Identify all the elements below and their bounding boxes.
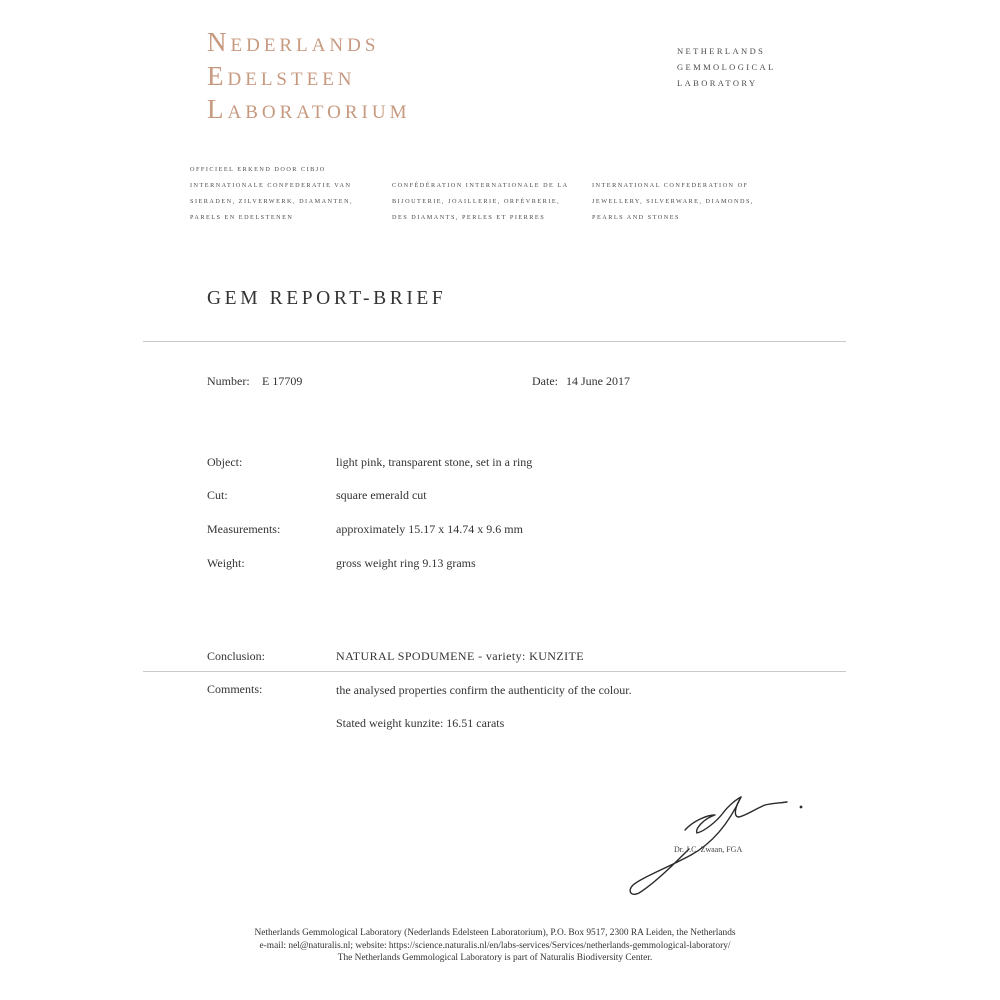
cibjo-nl-line-2: INTERNATIONALE CONFEDERATIE VAN — [190, 182, 352, 189]
cibjo-en-line-1: INTERNATIONAL CONFEDERATION OF — [592, 182, 749, 189]
comments-line-1: the analysed properties confirm the authenticity of the colour. — [336, 683, 632, 697]
cibjo-fr-line-1: CONFÉDÉRATION INTERNATIONALE DE LA — [392, 182, 569, 189]
conclusion-value: NATURAL SPODUMENE - variety: KUNZITE — [336, 649, 584, 663]
cibjo-dutch-block — [190, 162, 353, 226]
weight-label: Weight: — [207, 556, 245, 570]
measurements-label: Measurements: — [207, 522, 281, 536]
cut-value: square emerald cut — [336, 488, 427, 502]
conclusion-label: Conclusion: — [207, 649, 266, 663]
cibjo-nl-line-4: PARELS EN EDELSTENEN — [190, 214, 294, 221]
cibjo-nl-line-3: SIERADEN, ZILVERWERK, DIAMANTEN, — [190, 198, 354, 205]
date-value: 14 June 2017 — [566, 374, 630, 388]
report-title: GEM REPORT-BRIEF — [207, 288, 447, 309]
cibjo-french-block — [392, 178, 569, 226]
number-value: E 17709 — [262, 374, 303, 388]
lab-name-line-1: Nederlands — [207, 27, 380, 57]
object-value: light pink, transparent stone, set in a ring — [336, 455, 533, 469]
date-label: Date: — [532, 374, 558, 388]
cibjo-english-block — [592, 178, 754, 226]
lab-name-en-line-3: LABORATORY — [677, 78, 758, 88]
measurements-value: approximately 15.17 x 14.74 x 9.6 mm — [336, 522, 523, 536]
object-label: Object: — [207, 455, 243, 469]
comments-label: Comments: — [207, 682, 263, 696]
divider-top — [143, 341, 846, 342]
cibjo-en-line-3: PEARLS AND STONES — [592, 214, 680, 221]
cut-label: Cut: — [207, 488, 228, 502]
comments-line-2: Stated weight kunzite: 16.51 carats — [336, 716, 505, 730]
footer-line-3: The Netherlands Gemmological Laboratory is part of Naturalis Biodiversity Center. — [337, 953, 653, 963]
footer-line-1: Netherlands Gemmological Laboratory (Nederlands Edelsteen Laboratorium), P.O. Box 9517, 2300 RA Leiden, the Netherlands — [254, 928, 736, 938]
lab-name-nl — [207, 26, 411, 127]
lab-name-line-2: Edelsteen — [207, 60, 356, 91]
footer — [0, 927, 990, 965]
cibjo-nl-line-1: OFFICIEEL ERKEND DOOR CIBJO — [190, 166, 326, 173]
cibjo-fr-line-3: DES DIAMANTS, PERLES ET PIERRES — [392, 214, 546, 221]
cibjo-fr-line-2: BIJOUTERIE, JOAILLERIE, ORFÈVRERIE, — [392, 198, 561, 205]
lab-name-en-line-2: GEMMOLOGICAL — [677, 62, 776, 72]
footer-line-2: e-mail: nel@naturalis.nl; website: https://science.naturalis.nl/en/labs-services/Services/netherlands-gemmological-laboratory/ — [259, 940, 731, 951]
lab-name-line-3: Laboratorium — [207, 94, 411, 124]
divider-conclusion — [143, 671, 846, 672]
number-label: Number: — [207, 374, 250, 388]
lab-name-en-line-1: NETHERLANDS — [677, 46, 766, 56]
weight-value: gross weight ring 9.13 grams — [336, 556, 476, 570]
lab-name-en — [677, 43, 776, 91]
signer-name: Dr. J.C. Zwaan, FGA — [674, 845, 743, 854]
cibjo-en-line-2: JEWELLERY, SILVERWARE, DIAMONDS, — [592, 198, 754, 205]
